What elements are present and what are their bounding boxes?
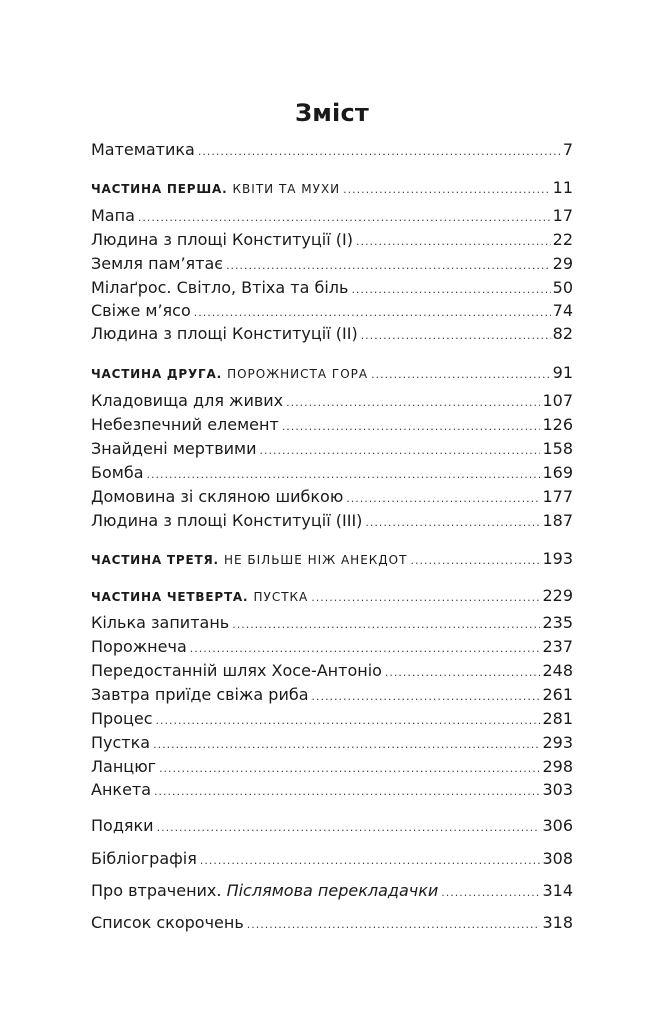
leader-dots [147,464,541,486]
leader-dots [200,850,541,872]
page-number: 261 [542,685,573,704]
entry-label: Пустка [91,733,151,752]
leader-dots [226,255,551,277]
leader-dots [156,710,541,732]
entry-label: Бомба [91,463,144,482]
page-number: 303 [542,780,573,799]
toc-entry [91,414,573,436]
entry-label: Математика [91,140,195,159]
toc-entry [91,510,573,532]
page-number: 29 [552,254,573,273]
toc-entry [91,912,573,934]
page-number: 314 [542,881,573,900]
page-number: 237 [542,637,573,656]
toc-part-heading [91,548,573,570]
entry-label: Кілька запитань [91,613,230,632]
toc-part-heading [91,177,573,199]
leader-dots [286,392,540,414]
part-number: ЧАСТИНА ПЕРША. [91,182,228,196]
page-title: Зміст [294,99,370,127]
toc-entry [91,438,573,460]
entry-label: Людина з площі Конституції (III) [91,511,363,530]
leader-dots [232,614,540,636]
toc-entry [91,277,573,299]
page-number: 169 [542,463,573,482]
toc-entry [91,390,573,412]
page-number: 17 [552,206,573,225]
leader-dots [441,882,540,904]
toc-entry [91,323,573,345]
leader-dots [153,734,540,756]
entry-label: Про втрачених. [91,881,227,900]
entry-label: Небезпечний елемент [91,415,279,434]
page-number: 158 [542,439,573,458]
toc-entry [91,636,573,658]
leader-dots [138,207,551,229]
leader-dots [159,758,540,780]
page-number: 229 [542,586,573,605]
leader-dots [198,141,561,163]
entry-label: Мілаґрос. Світло, Втіха та біль [91,278,349,297]
toc-entry [91,229,573,251]
part-title: КВІТИ ТА МУХИ [232,182,341,196]
entry-label: Людина з площі Конституції (I) [91,230,353,249]
page-number: 177 [542,487,573,506]
page-number: 11 [552,178,573,197]
toc-part-heading [91,362,573,384]
entry-label: Подяки [91,816,154,835]
toc-entry [91,708,573,730]
page-number: 187 [542,511,573,530]
toc-page [91,0,573,1024]
leader-dots [260,440,541,462]
page-number: 293 [542,733,573,752]
toc-entry [91,253,573,275]
entry-label: Земля пам’ятає [91,254,224,273]
leader-dots [365,512,540,534]
leader-dots [346,488,540,510]
toc-entry [91,486,573,508]
toc-entry [91,660,573,682]
page-number: 82 [552,324,573,343]
part-number: ЧАСТИНА ДРУГА. [91,367,222,381]
entry-label: Свіже м’ясо [91,301,191,320]
leader-dots [282,416,541,438]
toc-entry [91,779,573,801]
page-number: 308 [542,849,573,868]
page-number: 74 [552,301,573,320]
entry-label: Домовина зі скляною шибкою [91,487,344,506]
leader-dots [343,179,550,201]
leader-dots [385,662,541,684]
entry-label: Мапа [91,206,135,225]
page-number: 281 [542,709,573,728]
page-number: 306 [542,816,573,835]
entry-label: Людина з площі Конституції (II) [91,324,358,343]
toc-entry [91,848,573,870]
leader-dots [410,550,540,572]
entry-label: Завтра приїде свіжа риба [91,685,309,704]
toc-entry [91,756,573,778]
leader-dots [247,914,541,936]
leader-dots [154,781,540,803]
part-title: НЕ БІЛЬШЕ НІЖ АНЕКДОТ [223,553,408,567]
leader-dots [311,587,540,609]
leader-dots [312,686,541,708]
entry-label: Знайдені мертвими [91,439,257,458]
part-number: ЧАСТИНА ЧЕТВЕРТА. [91,590,249,604]
page-number: 107 [542,391,573,410]
page-number: 193 [542,549,573,568]
toc-entry [91,300,573,322]
page-number: 91 [552,363,573,382]
toc-entry [91,732,573,754]
leader-dots [157,817,541,839]
entry-label: Анкета [91,780,152,799]
part-title: ПОРОЖНИСТА ГОРА [227,367,369,381]
page-number: 7 [562,140,573,159]
entry-label: Список скорочень [91,913,244,932]
page-number: 50 [552,278,573,297]
page-number: 126 [542,415,573,434]
page-number: 22 [552,230,573,249]
leader-dots [190,638,541,660]
toc-part-heading [91,585,573,607]
toc-entry [91,815,573,837]
part-number: ЧАСТИНА ТРЕТЯ. [91,553,219,567]
entry-label: Кладовища для живих [91,391,284,410]
page-number: 235 [542,613,573,632]
toc-entry [91,880,573,902]
toc-entry [91,612,573,634]
entry-label: Ланцюг [91,757,157,776]
page-number: 298 [542,757,573,776]
entry-label: Бібліографія [91,849,197,868]
leader-dots [351,279,550,301]
page-number: 318 [542,913,573,932]
leader-dots [356,231,551,253]
part-title: ПУСТКА [253,590,309,604]
entry-label: Процес [91,709,153,728]
leader-dots [371,364,551,386]
toc-entry [91,139,573,161]
entry-label-italic: Післямова перекладачки [226,881,439,900]
toc-entry [91,462,573,484]
entry-label: Передостанній шлях Хосе-Антоніо [91,661,382,680]
toc-entry [91,205,573,227]
leader-dots [194,302,551,324]
leader-dots [361,325,551,347]
page-number: 248 [542,661,573,680]
toc-entry [91,684,573,706]
entry-label: Порожнеча [91,637,187,656]
